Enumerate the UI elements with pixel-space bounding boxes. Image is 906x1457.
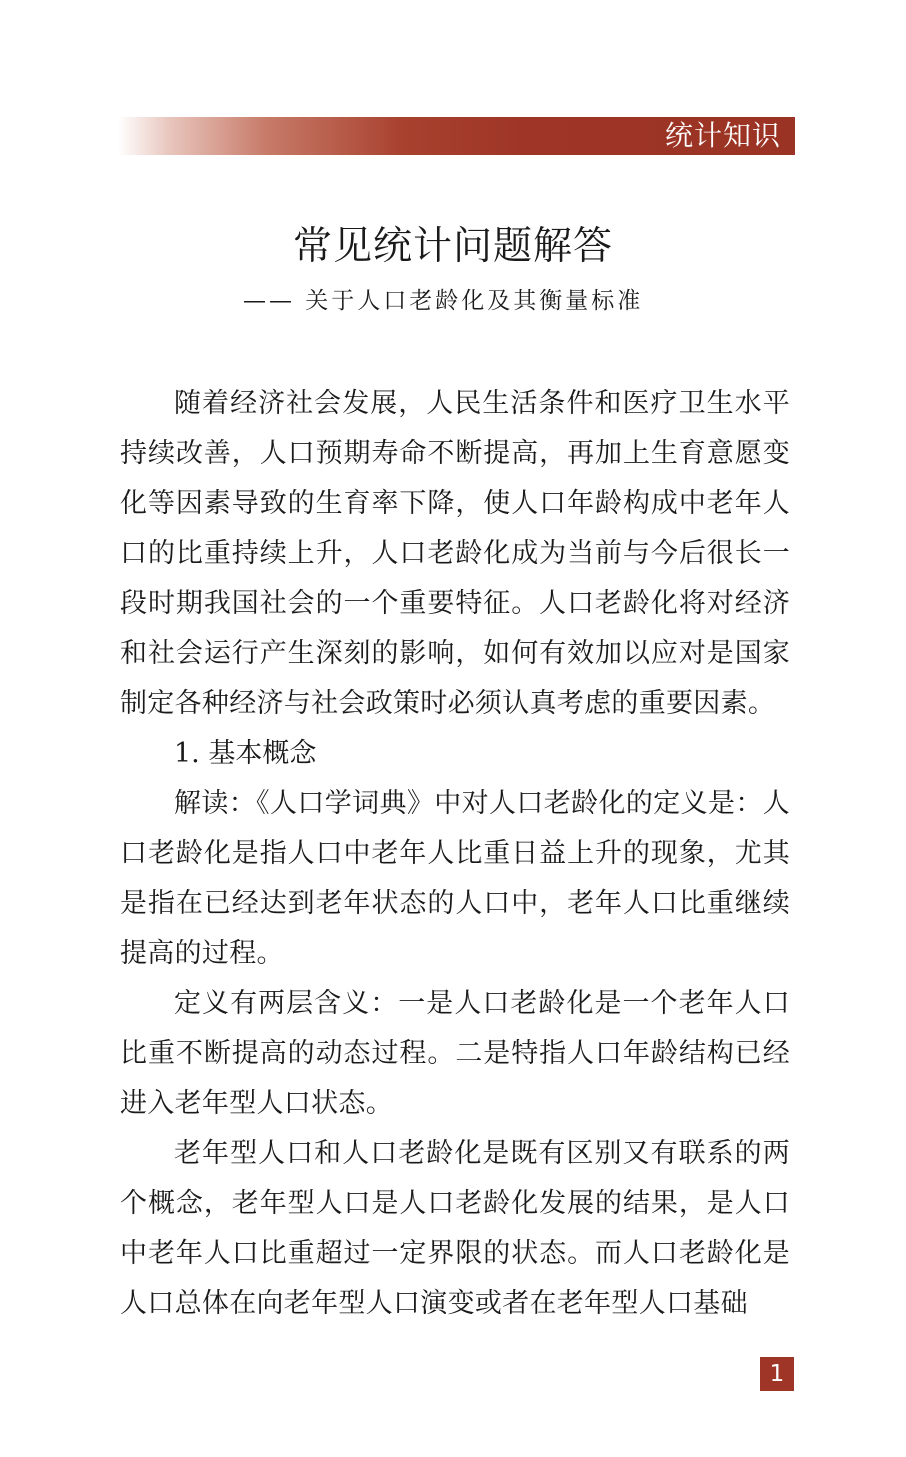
section-label: 统计知识: [664, 119, 781, 152]
section-heading: [120, 729, 790, 779]
article-title: 常见统计问题解答: [292, 224, 613, 269]
article-body: [120, 379, 790, 1329]
two-meanings-paragraph: 定义有两层含义：一是人口老龄化是一个老年人口比重不断提高的动态过程。二是特指人口年龄结构已经进入老年型人口状态。: [120, 988, 790, 1119]
page-number: 1: [760, 1357, 794, 1391]
section-header-band: [118, 117, 795, 155]
definition-paragraph: 解读：《人口学词典》中对人口老龄化的定义是：人口老龄化是指人口中老年人比重日益上升的现象，尤其是指在已经达到老年状态的人口中，老年人口比重继续提高的过程。: [120, 788, 790, 969]
difference-paragraph: 老年型人口和人口老龄化是既有区别又有联系的两个概念，老年型人口是人口老龄化发展的结果，是人口中老年人口比重超过一定界限的状态。而人口老龄化是人口总体在向老年型人口演变或者在老年型人口基础: [120, 1138, 790, 1319]
section-number: 1.: [174, 738, 200, 769]
intro-paragraph: 随着经济社会发展，人民生活条件和医疗卫生水平持续改善，人口预期寿命不断提高，再加上生育意愿变化等因素导致的生育率下降，使人口年龄构成中老年人口的比重持续上升，人口老龄化成为当前与今后很长一段时期我国社会的一个重要特征。人口老龄化将对经济和社会运行产生深刻的影响，如何有效加以应对是国家制定各种经济与社会政策时必须认真考虑的重要因素。: [120, 388, 790, 719]
article-subtitle: —— 关于人口老龄化及其衡量标准: [243, 288, 644, 314]
section-title: 基本概念: [208, 738, 317, 769]
